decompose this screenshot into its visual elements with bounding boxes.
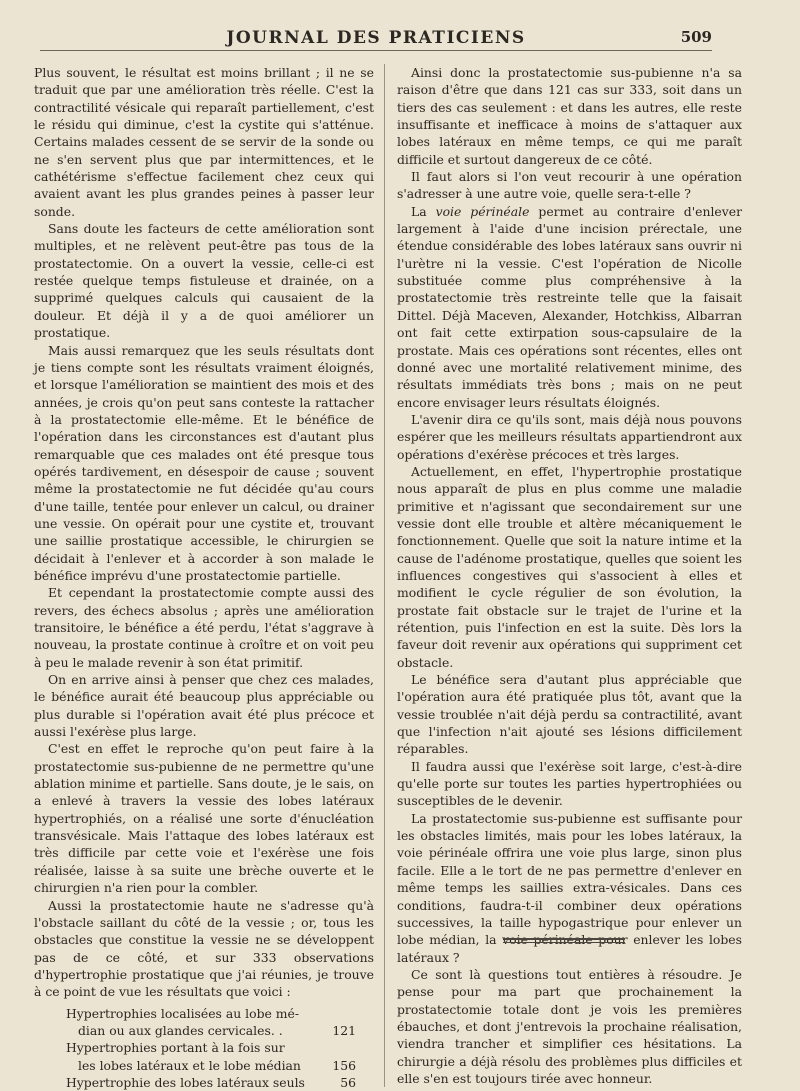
emphasis-voie-perineale: voie périnéale bbox=[435, 203, 530, 219]
right-column bbox=[384, 64, 742, 1087]
statistics-row bbox=[66, 1005, 356, 1040]
statistics-row bbox=[66, 1074, 356, 1091]
statistics-value: 121 bbox=[332, 1022, 356, 1038]
paragraph: Il faudra aussi que l'exérèse soit large, c'est-à-dire qu'elle porte sur toutes les parties hypertrophiées ou susceptibles de le devenir. bbox=[397, 758, 742, 809]
paragraph: La prostatectomie sus-pubienne est suffisante pour les obstacles limités, mais pour les lobes latéraux, la voie périnéale offrira une voie plus large, sinon plus facile. Elle a le tort de ne pas permettre d'enlever en même temps les saillies extra-vésicales. Dans ces conditions, faudra-t-il combiner deux opérations successives, la taille hypogastrique pour enlever un lobe médian, la voie périnéale pour enlever les lobes latéraux ? bbox=[397, 810, 742, 965]
paragraph: Et cependant la prostatectomie compte aussi des revers, des échecs absolus ; après une amélioration transitoire, le bénéfice a été perdu, l'état s'aggrave à nouveau, la prostate continue à croître et on voit peu à peu le malade revenir à son état primitif. bbox=[34, 585, 374, 670]
statistics-row bbox=[66, 1039, 356, 1074]
statistics-label-line: Hypertrophies portant à la fois sur bbox=[66, 1040, 285, 1056]
paragraph: Ainsi donc la prostatectomie sus-pubienne n'a sa raison d'être que dans 121 cas sur 333, soit dans un tiers des cas seulement : et dans les autres, elle reste insuffisante et inefficace à moins de s'attaquer aux lobes latéraux en même temps, ce qui me paraît difficile et surtout dangereux de ce côté. bbox=[397, 65, 742, 167]
statistics-label bbox=[66, 1074, 306, 1091]
statistics-label-line: Hypertrophies localisées au lobe mé- bbox=[66, 1005, 300, 1021]
paragraph-rest: permet au contraire d'enlever largement à l'aide d'une incision prérectale, une étendue considérable des lobes latéraux sans ouvrir ni l'urètre ni la vessie. C'est l'opération de Nicolle substituée comme plus compréhensive à la prostatectomie très restreinte telle que la faisait Dittel. Déjà Maceven, Alexander, Hotchkiss, Albarran ont fait cette extirpation sous-capsulaire de la prostate. Mais ces opérations sont récentes, elles ont donné avec une mortalité relativement minime, des résultats immédiats très bons ; mais on ne peut encore envisager leurs résultats éloignés. bbox=[397, 203, 742, 410]
paragraph: Le bénéfice sera d'autant plus appréciable que l'opération aura été pratiquée plus tôt, avant que la vessie troublée n'ait déjà perdu sa contractilité, avant que l'infection n'ait ajouté ses lésions difficilement réparables. bbox=[397, 672, 742, 757]
statistics-table bbox=[66, 1005, 356, 1091]
paragraph: Sans doute les facteurs de cette amélioration sont multiples, et ne relèvent peut-être pas tous de la prostatectomie. On a ouvert la vessie, celle-ci est restée quelque temps fistuleuse et drainée, on a supprimé quelques calculs qui causaient de la douleur. Et déjà il y a de quoi améliorer un prostatique. bbox=[34, 221, 374, 341]
paragraph: On en arrive ainsi à penser que chez ces malades, le bénéfice aurait été beaucoup plus appréciable ou plus durable si l'opération avait été plus précoce et aussi l'exérèse plus large. bbox=[34, 672, 374, 740]
left-column bbox=[34, 64, 374, 1091]
statistics-label-line: Hypertrophie des lobes latéraux seuls bbox=[66, 1074, 305, 1090]
paragraph: L'avenir dira ce qu'ils sont, mais déjà nous pouvons espérer que les meilleurs résultats appartiendront aux opérations d'exérèse précoces et très larges. bbox=[397, 411, 742, 462]
paragraph-lead: La bbox=[411, 203, 436, 219]
statistics-label-line: dian ou aux glandes cervicales. . bbox=[78, 1022, 283, 1038]
paragraph: Mais aussi remarquez que les seuls résultats dont je tiens compte sont les résultats vraiment éloignés, et lorsque l'amélioration se maintient des mois et des années, je crois qu'on peut sans conteste la rattacher à la prostatectomie elle-même. Et le bénéfice de l'opération dans les circonstances est d'autant plus remarquable que ces malades ont été presque tous opérés tardivement, en désespoir de cause ; souvent même la prostatectomie ne fut décidée qu'au cours d'une taille, tentée pour enlever un calcul, ou drainer une vessie. On opérait pour une cystite et, trouvant une saillie prostatique accessible, le chirurgien se décidait à l'enlever et à accorder à son malade le bénéfice imprévu d'une prostatectomie partielle. bbox=[34, 342, 374, 583]
paragraph: Aussi la prostatectomie haute ne s'adresse qu'à l'obstacle saillant du côté de la vessie ; or, tous les obstacles que constitue la vessie ne se développent pas de ce côté, et sur 333 observations d'hypertrophie prostatique que j'ai réunies, je trouve à ce point de vue les résultats que voici : bbox=[34, 897, 374, 1000]
paragraph: C'est en effet le reproche qu'on peut faire à la prostatectomie sus-pubienne de ne permettre qu'une ablation minime et partielle. Sans doute, je le sais, on a enlevé à travers la vessie des lobes latéraux hypertrophiés, on a réalisé une sorte d'énucléation transvésicale. Mais l'attaque des lobes latéraux est très difficile par cette voie et l'exérèse une fois réalisée, laisse à sa suite une brèche ouverte et le chirurgien n'a rien pour la combler. bbox=[34, 741, 374, 896]
end-rule bbox=[503, 938, 625, 940]
page-header bbox=[40, 28, 712, 50]
paragraph: Il faut alors si l'on veut recourir à une opération s'adresser à une autre voie, quelle sera-t-elle ? bbox=[397, 169, 742, 202]
end-rule-thin bbox=[503, 942, 625, 943]
running-title: JOURNAL DES PRATICIENS bbox=[226, 28, 526, 48]
statistics-label bbox=[66, 1005, 306, 1040]
statistics-value: 56 bbox=[340, 1074, 356, 1090]
header-rule bbox=[40, 50, 712, 51]
paragraph: Actuellement, en effet, l'hypertrophie prostatique nous apparaît de plus en plus comme une maladie primitive et n'agissant que secondairement sur une vessie dont elle trouble et altère mécaniquement le fonctionnement. Quelle que soit la nature intime et la cause de l'adénome prostatique, quelles que soient les influences congestives qui s'associent à elles et modifient le cycle régulier de son évolution, la prostate fait obstacle sur le trajet de l'urine et la rétention, puis l'infection en est la suite. Dès lors la faveur doit revenir aux opérations qui suppriment cet obstacle. bbox=[397, 463, 742, 670]
paragraph: Ce sont là questions tout entières à résoudre. Je pense pour ma part que prochainement la prostatectomie totale dont je vois les premières ébauches, et dont j'entrevois la prochaine réalisation, viendra trancher et simplifier ces hésitations. La chirurgie a déjà résolu des problèmes plus difficiles et elle s'en est toujours tirée avec honneur. bbox=[397, 966, 742, 1086]
statistics-label-line: les lobes latéraux et le lobe médian bbox=[78, 1057, 301, 1073]
page-number: 509 bbox=[680, 28, 712, 46]
statistics-label bbox=[66, 1039, 306, 1074]
paragraph: Plus souvent, le résultat est moins brillant ; il ne se traduit que par une amélioration très réelle. C'est la contractilité vésicale qui reparaît partiellement, c'est le résidu qui diminue, c'est la cystite qui s'atténue. Certains malades cessent de se servir de la sonde ou ne s'en servent plus que par intermittences, et le cathétérisme s'effectue facilement chez ceux qui avaient avant les plus grandes peines à passer leur sonde. bbox=[34, 65, 374, 219]
paragraph bbox=[397, 203, 742, 411]
statistics-value: 156 bbox=[332, 1057, 356, 1073]
